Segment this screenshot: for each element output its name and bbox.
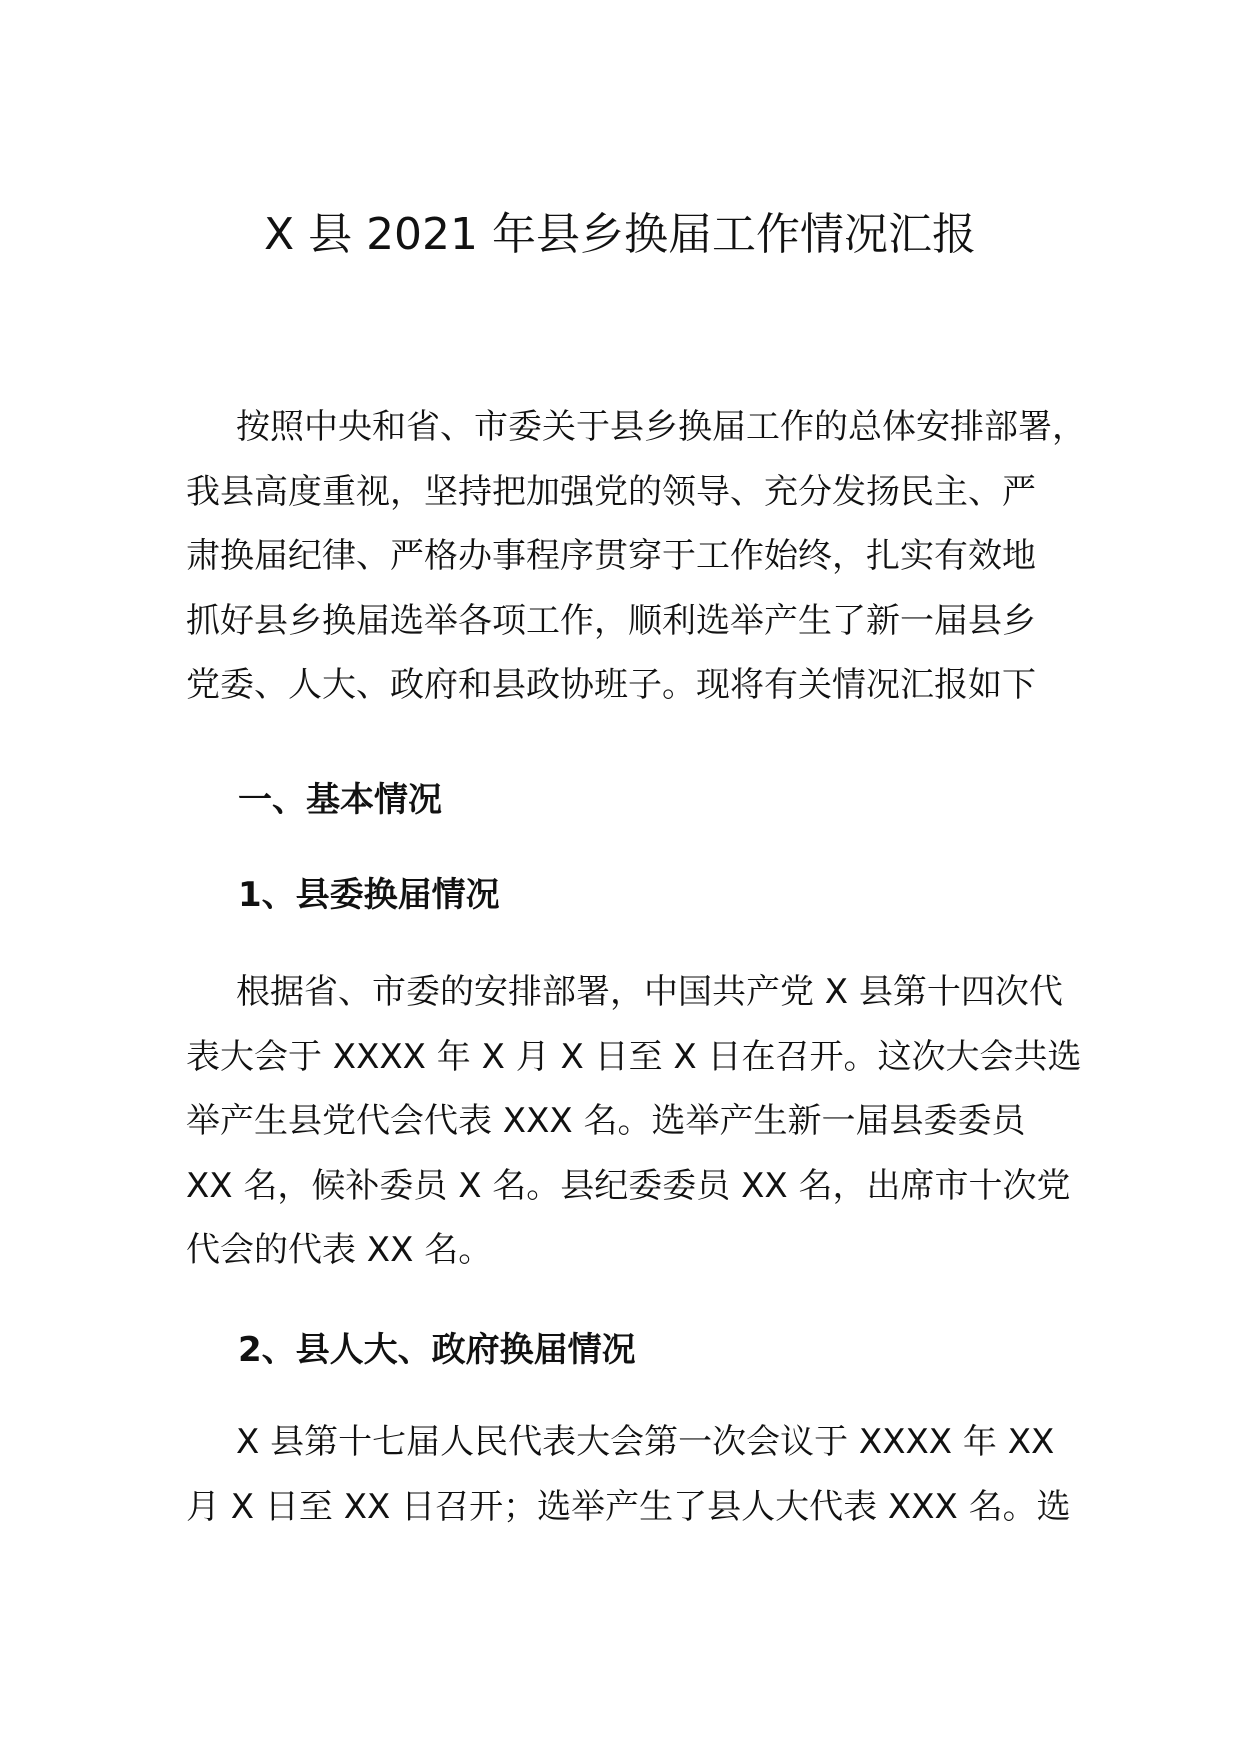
congress-government-paragraph — [186, 1410, 1086, 1539]
subsection-heading-county-committee: 1、县委换届情况 — [238, 875, 500, 915]
paragraph-line: 月 X 日至 XX 日召开；选举产生了县人大代表 XXX 名。选 — [186, 1486, 1071, 1527]
paragraph-line: 党委、人大、政府和县政协班子。现将有关情况汇报如下 — [186, 665, 1036, 705]
document-title: X 县 2021 年县乡换届工作情况汇报 — [263, 209, 977, 260]
paragraph-line: 表大会于 XXXX 年 X 月 X 日至 X 日在召开。这次大会共选 — [186, 1036, 1082, 1077]
section-heading-basic: 一、基本情况 — [238, 780, 442, 820]
paragraph-line: 代会的代表 XX 名。 — [186, 1230, 493, 1270]
paragraph-line: XX 名，候补委员 X 名。县纪委委员 XX 名，出席市十次党 — [186, 1165, 1071, 1206]
paragraph-line: 我县高度重视，坚持把加强党的领导、充分发扬民主、严 — [186, 471, 1036, 512]
intro-paragraph — [186, 395, 1086, 718]
subsection-heading-congress-government: 2、县人大、政府换届情况 — [238, 1330, 636, 1370]
paragraph-line: 根据省、市委的安排部署，中国共产党 X 县第十四次代 — [236, 972, 1063, 1012]
paragraph-line: 抓好县乡换届选举各项工作，顺利选举产生了新一届县乡 — [186, 600, 1036, 641]
paragraph-line: X 县第十七届人民代表大会第一次会议于 XXXX 年 XX — [236, 1422, 1055, 1462]
county-committee-paragraph — [186, 960, 1086, 1283]
paragraph-line: 举产生县党代会代表 XXX 名。选举产生新一届县委委员 — [186, 1101, 1026, 1141]
paragraph-line: 按照中央和省、市委关于县乡换届工作的总体安排部署， — [236, 407, 1086, 447]
paragraph-line: 肃换届纪律、严格办事程序贯穿于工作始终，扎实有效地 — [186, 536, 1036, 576]
